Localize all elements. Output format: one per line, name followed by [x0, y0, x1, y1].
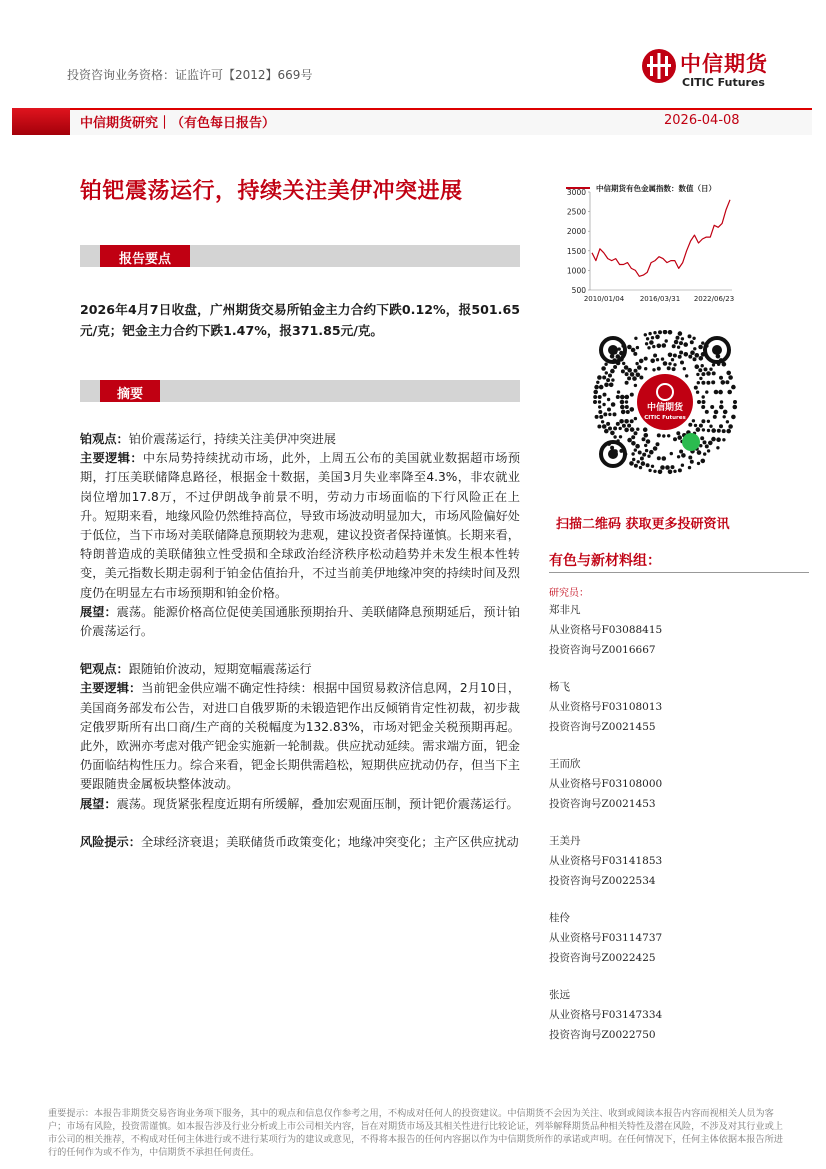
qr-finder-dot [608, 449, 618, 459]
chart-title: 中信期货有色金属指数：数值（日） [596, 184, 716, 193]
citic-logo-icon [640, 44, 678, 94]
section-label-summary: 摘要 [100, 380, 160, 402]
pt-logic-text: 中东局势持续扰动市场，此外，上周五公布的美国就业数据超市场预期，打压美联储降息路径，根据金十数据，美国3月失业率降至4.3%，非农就业岗位增加17.8万，不过伊朗战争前景不明，劳动力市场面临的下行风险正在上升。短期来看，地缘风险仍然维持高位，导致市场波动明显加大，市场风险偏好处于低位，当下市场对美联储降息预期较为悲观，建议投资者保持谨慎。长期来看，特朗普造成的美联储独立性受损和全球政治经济秩序松动趋势并未发生根本性转变，美元指数长期走弱利于铂金估值抬升，不过当前美伊地缘冲突的持续时间及烈度仍在明显左右市场预期和铂金价格。 [80, 451, 521, 600]
researcher-item [549, 985, 749, 1045]
x-tick-label: 2022/06/23 [693, 295, 735, 303]
researcher-advisory: 投资咨询号Z0016667 [549, 644, 656, 656]
researcher-name: 桂伶 [549, 912, 570, 924]
researcher-advisory: 投资咨询号Z0022534 [549, 875, 656, 887]
section-label-key-points: 报告要点 [100, 245, 190, 267]
researcher-cert: 从业资格号F03108013 [549, 701, 663, 713]
y-tick-label: 500 [571, 286, 586, 295]
qr-center-logo [637, 374, 693, 430]
pt-view-text: 铂价震荡运行，持续关注美伊冲突进展 [128, 432, 336, 446]
researcher-cert: 从业资格号F03141853 [549, 855, 663, 867]
researcher-cert: 从业资格号F03108000 [549, 778, 663, 790]
qr-finder-dot [608, 345, 618, 355]
researcher-name: 王而欣 [549, 758, 581, 770]
summary-body [80, 430, 520, 852]
pd-logic-label: 主要逻辑： [80, 681, 142, 696]
qr-finder-dot [712, 345, 722, 355]
pd-view [80, 660, 520, 679]
qr-logo-cn: 中信期货 [646, 403, 684, 413]
pd-view-label: 钯观点： [80, 662, 129, 677]
pd-outlook-label: 展望： [80, 796, 117, 811]
researcher-name: 张远 [549, 989, 570, 1001]
researcher-item [549, 677, 749, 737]
researcher-item [549, 600, 749, 660]
pt-logic-label: 主要逻辑： [80, 451, 143, 466]
report-date: 2026-04-08 [664, 113, 740, 128]
scan-prompt: 扫描二维码 获取更多投研资讯 [556, 517, 730, 532]
risk [80, 833, 520, 852]
researcher-name: 郑非凡 [549, 604, 581, 616]
x-tick-label: 2010/01/04 [583, 295, 625, 303]
pd-outlook [80, 795, 520, 814]
researcher-item [549, 754, 749, 814]
researcher-advisory: 投资咨询号Z0022750 [549, 1029, 656, 1041]
key-points-text: 2026年4月7日收盘，广州期货交易所铂金主力合约下跌0.12%，报501.65元/克；钯金主力合约下跌1.47%，报371.85元/克。 [80, 302, 520, 338]
researcher-item [549, 831, 749, 891]
pt-view-label: 铂观点： [80, 432, 129, 446]
mini-program-icon [682, 433, 700, 451]
researcher-advisory: 投资咨询号Z0022425 [549, 952, 656, 964]
y-tick-label: 2500 [566, 207, 586, 217]
series-line [592, 200, 730, 276]
researcher-item [549, 908, 749, 968]
logo-text-en: CITIC Futures [682, 76, 765, 89]
group-title: 有色与新材料组： [549, 553, 661, 569]
pt-outlook [80, 603, 520, 641]
logo-text-cn: 中信期货 [680, 52, 768, 76]
researcher-list [549, 600, 749, 1062]
divider [549, 572, 809, 573]
pt-outlook-label: 展望： [80, 604, 117, 619]
report-title: 铂钯震荡运行，持续关注美伊冲突进展 [80, 179, 463, 204]
pt-outlook-text: 震荡。能源价格高位促使美国通胀预期抬升、美联储降息预期延后，预计铂价震荡运行。 [80, 604, 521, 639]
pt-logic [80, 449, 520, 603]
researcher-name: 王美丹 [549, 835, 581, 847]
pd-view-text: 跟随铂价波动，短期宽幅震荡运行 [128, 662, 312, 677]
y-tick-label: 1500 [566, 246, 586, 256]
y-tick-label: 3000 [566, 188, 586, 197]
disclaimer: 重要提示：本报告非期货交易咨询业务项下服务，其中的观点和信息仅作参考之用，不构成对任何人的投资建议。中信期货不会因为关注、收到或阅读本报告内容而视相关人员为客户；市场有风险，投资需谨慎。如本报告涉及行业分析或上市公司相关内容，旨在对期货市场及其相关性进行比较论证，列举解释期货品种相关特性及潜在风险，不涉及对其行业或上市公司的相关推荐，不构成对任何主体进行或不进行某项行为的建议或意见，不得将本报告的任何内容据以作为中信期货所作的承诺或声明。在任何情况下，任何主体依据本报告所进行的任何作为或不作为，中信期货不承担任何责任。 [48, 1108, 783, 1158]
x-tick-label: 2016/03/31 [639, 295, 681, 303]
qr-code [560, 330, 770, 500]
index-line-chart [560, 180, 800, 310]
pd-outlook-text: 震荡。现货紧张程度近期有所缓解，叠加宏观面压制，预计钯价震荡运行。 [116, 796, 519, 811]
pt-view [80, 430, 520, 449]
report-series: 中信期货研究｜（有色每日报告） [80, 116, 276, 131]
researcher-advisory: 投资咨询号Z0021455 [549, 721, 656, 733]
researcher-cert: 从业资格号F03088415 [549, 624, 663, 636]
researcher-name: 杨飞 [549, 681, 570, 693]
qr-logo-en: CITIC Futures [644, 415, 686, 421]
researcher-heading: 研究员： [549, 588, 589, 599]
pd-logic [80, 679, 520, 794]
license-text: 投资咨询业务资格：证监许可【2012】669号 [67, 68, 313, 82]
risk-label: 风险提示： [80, 834, 141, 849]
y-tick-label: 2000 [566, 227, 586, 237]
y-tick-label: 1000 [566, 266, 586, 276]
researcher-cert: 从业资格号F03114737 [549, 932, 663, 944]
researcher-cert: 从业资格号F03147334 [549, 1009, 663, 1021]
researcher-advisory: 投资咨询号Z0021453 [549, 798, 656, 810]
risk-text: 全球经济衰退；美联储货币政策变化；地缘冲突变化；主产区供应扰动 [140, 834, 519, 849]
pd-logic-text: 当前钯金供应端不确定性持续：根据中国贸易救济信息网，2月10日，美国商务部发布公告，对进口自俄罗斯的未锻造钯作出反倾销肯定性初裁，初步裁定俄罗斯所有出口商/生产商的关税幅度为132.83%，市场对钯金关税预期再起。此外，欧洲亦考虑对俄产钯金实施新一轮制裁。供应扰动延续。需求端方面，钯金仍面临结构性压力。综合来看，钯金长期供需趋松，短期供应扰动仍存，但当下主要跟随贵金属板块整体波动。 [80, 681, 521, 792]
